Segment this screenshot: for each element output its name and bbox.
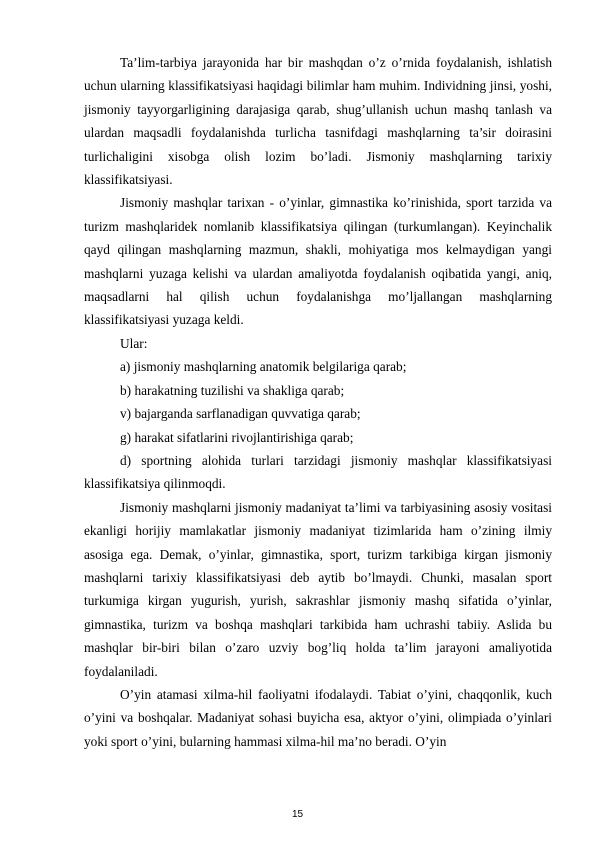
list-item-d: d) sportning alohida turlari tarzidagi jismoniy mashqlar klassifikatsiyasi klassifikatsiya qilinmoqdi. — [84, 452, 552, 492]
page-body — [84, 51, 552, 753]
list-item-g: g) harakat sifatlarini rivojlantirishiga qarab; — [120, 429, 354, 445]
list-item-a: a) jismoniy mashqlarning anatomik belgilariga qarab; — [120, 359, 407, 375]
list-item-v: v) bajarganda sarflanadigan quvvatiga qarab; — [120, 406, 361, 422]
paragraph-history: Jismoniy mashqlar tarixan - o’yinlar, gimnastika ko’rinishida, sport tarzida va turizm mashqlaridek nomlanib klassifikatsiya qilingan (turkumlangan). Keyinchalik qayd qilingan mashqlarning mazmun, shakli, mohiyatiga mos kelmaydigan yangi mashqlarni yuzaga kelishi va ulardan amaliyotda foydalanish oqibatida yangi, aniq, maqsadlarni hal qilish uchun foydalanishga mo’ljallangan mashqlarning klassifikatsiyasi yuzaga keldi. — [84, 195, 552, 328]
page-number: 15 — [291, 809, 304, 820]
paragraph-intro: Ta’lim-tarbiya jarayonida har bir mashqdan o’z o’rnida foydalanish, ishlatish uchun ularning klassifikatsiyasi haqidagi bilimlar ham muhim. Individning jinsi, yoshi, jismoniy tayyorgarligining darajasiga qarab, shug’ullanish uchun mashq tanlash va ulardan maqsadli foydalanishda turlicha tasnifdagi mashqlarning ta’sir doirasini turlichaligini xisobga olish lozim bo’ladi. Jismoniy mashqlarning tarixiy klassifikatsiyasi. — [84, 55, 552, 188]
list-heading: Ular: — [120, 335, 148, 351]
paragraph-physical-culture: Jismoniy mashqlarni jismoniy madaniyat ta’limi va tarbiyasining asosiy vositasi ekanligi horijiy mamlakatlar jismoniy madaniyat tizimlarida ham o’zining ilmiy asosiga ega. Demak, o’yinlar, gimnastika, sport, turizm tarkibiga kirgan jismoniy mashqlarni tarixiy klassifikatsiyasi deb aytib bo’lmaydi. Chunki, masalan sport turkumiga kirgan yugurish, yurish, sakrashlar jismoniy mashq sifatida o’yinlar, gimnastika, turizm va boshqa mashqlari tarkibida ham uchrashi tabiiy. Aslida bu mashqlar bir-biri bilan o’zaro uzviy bog’liq holda ta’lim jarayoni amaliyotida foydalaniladi. — [84, 499, 552, 679]
list-item-b: b) harakatning tuzilishi va shakliga qarab; — [120, 382, 345, 398]
paragraph-game-term: O’yin atamasi xilma-hil faoliyatni ifodalaydi. Tabiat o’yini, chaqqonlik, kuch o’yini va boshqalar. Madaniyat sohasi buyicha esa, aktyor o’yini, olimpiada o’yinlari yoki sport o’yini, bularning hammasi xilma-hil ma’no beradi. O’yin — [84, 686, 552, 749]
